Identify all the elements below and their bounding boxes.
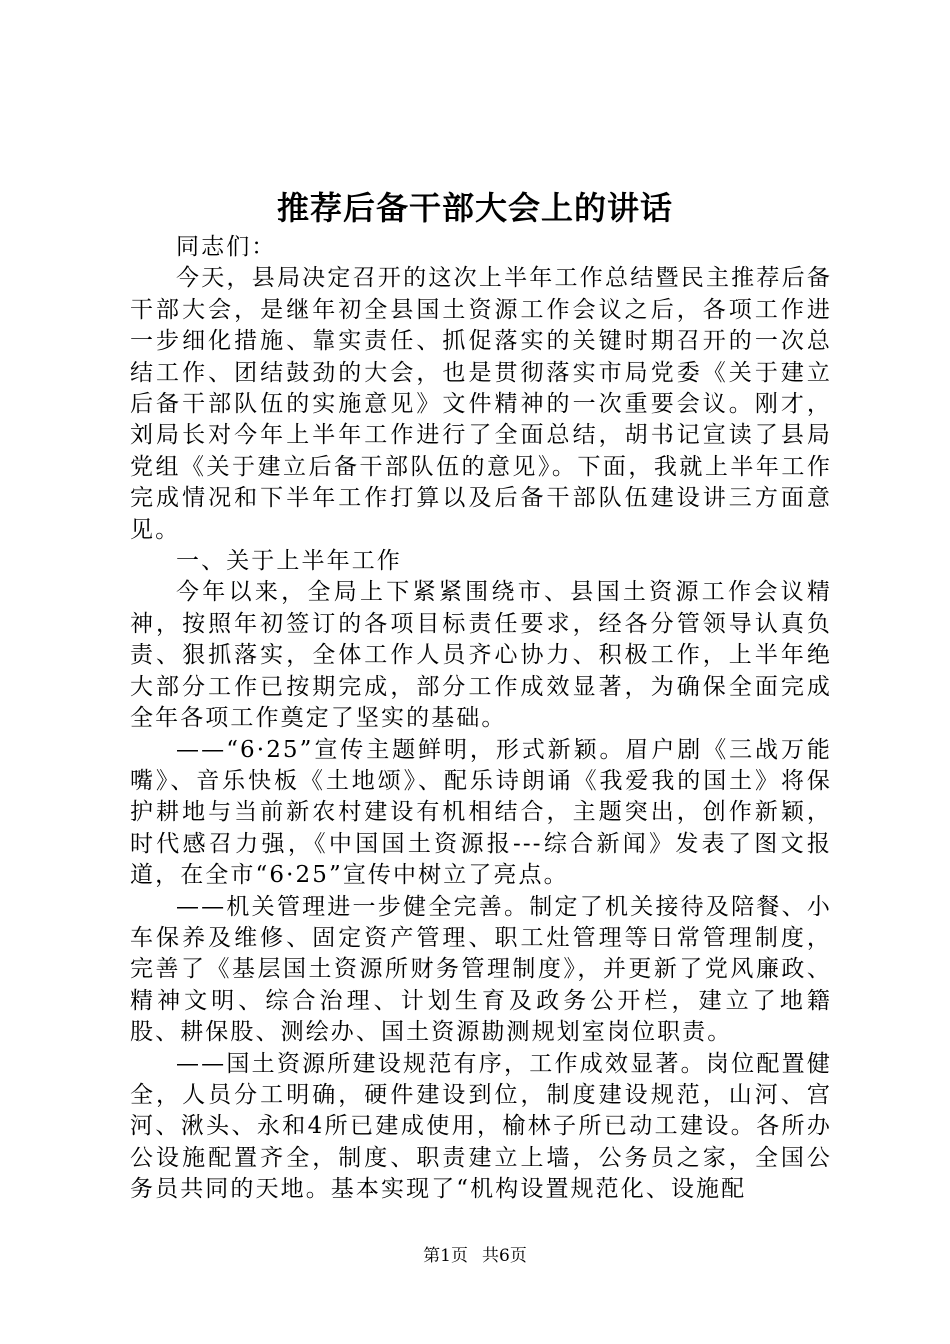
body-paragraph: 今年以来，全局上下紧紧围绕市、县国土资源工作会议精神，按照年初签订的各项目标责任要求，经各分管领导认真负责、狠抓落实，全体工作人员齐心协力、积极工作，上半年绝大部分工作已按期完成，部分工作成效显著，为确保全面完成全年各项工作奠定了坚实的基础。 [130,579,832,732]
body-paragraph: ——“6·25”宣传主题鲜明，形式新颖。眉户剧《三战万能嘴》、音乐快板《土地颂》、配乐诗朗诵《我爱我的国土》将保护耕地与当前新农村建设有机相结合，主题突出，创作新颖，时代感召力强，《中国国土资源报---综合新闻》发表了图文报道，在全市“6·25”宣传中树立了亮点。 [130,736,832,889]
page-footer [0,1244,950,1268]
document-title: 推荐后备干部大会上的讲话 [276,189,673,227]
body-paragraph: 今天，县局决定召开的这次上半年工作总结暨民主推荐后备干部大会，是继年初全县国土资源工作会议之后，各项工作进一步细化措施、靠实责任、抓促落实的关键时期召开的一次总结工作、团结鼓劲的大会，也是贯彻落实市局党委《关于建立后备干部队伍的实施意见》文件精神的一次重要会议。刚才，刘局长对今年上半年工作进行了全面总结，胡书记宣读了县局党组《关于建立后备干部队伍的意见》。下面，我就上半年工作完成情况和下半年工作打算以及后备干部队伍建设讲三方面意见。 [130,265,832,543]
document-body [130,232,832,1206]
body-paragraph: ——机关管理进一步健全完善。制定了机关接待及陪餐、小车保养及维修、固定资产管理、职工灶管理等日常管理制度，完善了《基层国土资源所财务管理制度》，并更新了党风廉政、精神文明、综合治理、计划生育及政务公开栏，建立了地籍股、耕保股、测绘办、国土资源勘测规划室岗位职责。 [130,893,832,1046]
page-total: 共6页 [482,1246,527,1266]
section-heading: 一、关于上半年工作 [176,548,402,575]
salutation-paragraph: 同志们： [176,234,277,260]
body-paragraph: ——国土资源所建设规范有序，工作成效显著。岗位配置健全，人员分工明确，硬件建设到位，制度建设规范，山河、宫河、湫头、永和4所已建成使用，榆林子所已动工建设。各所办公设施配置齐全，制度、职责建立上墙，公务员之家，全国公务员共同的天地。基本实现了“机构设置规范化、设施配 [130,1050,832,1203]
page-number: 第1页 [423,1246,468,1266]
